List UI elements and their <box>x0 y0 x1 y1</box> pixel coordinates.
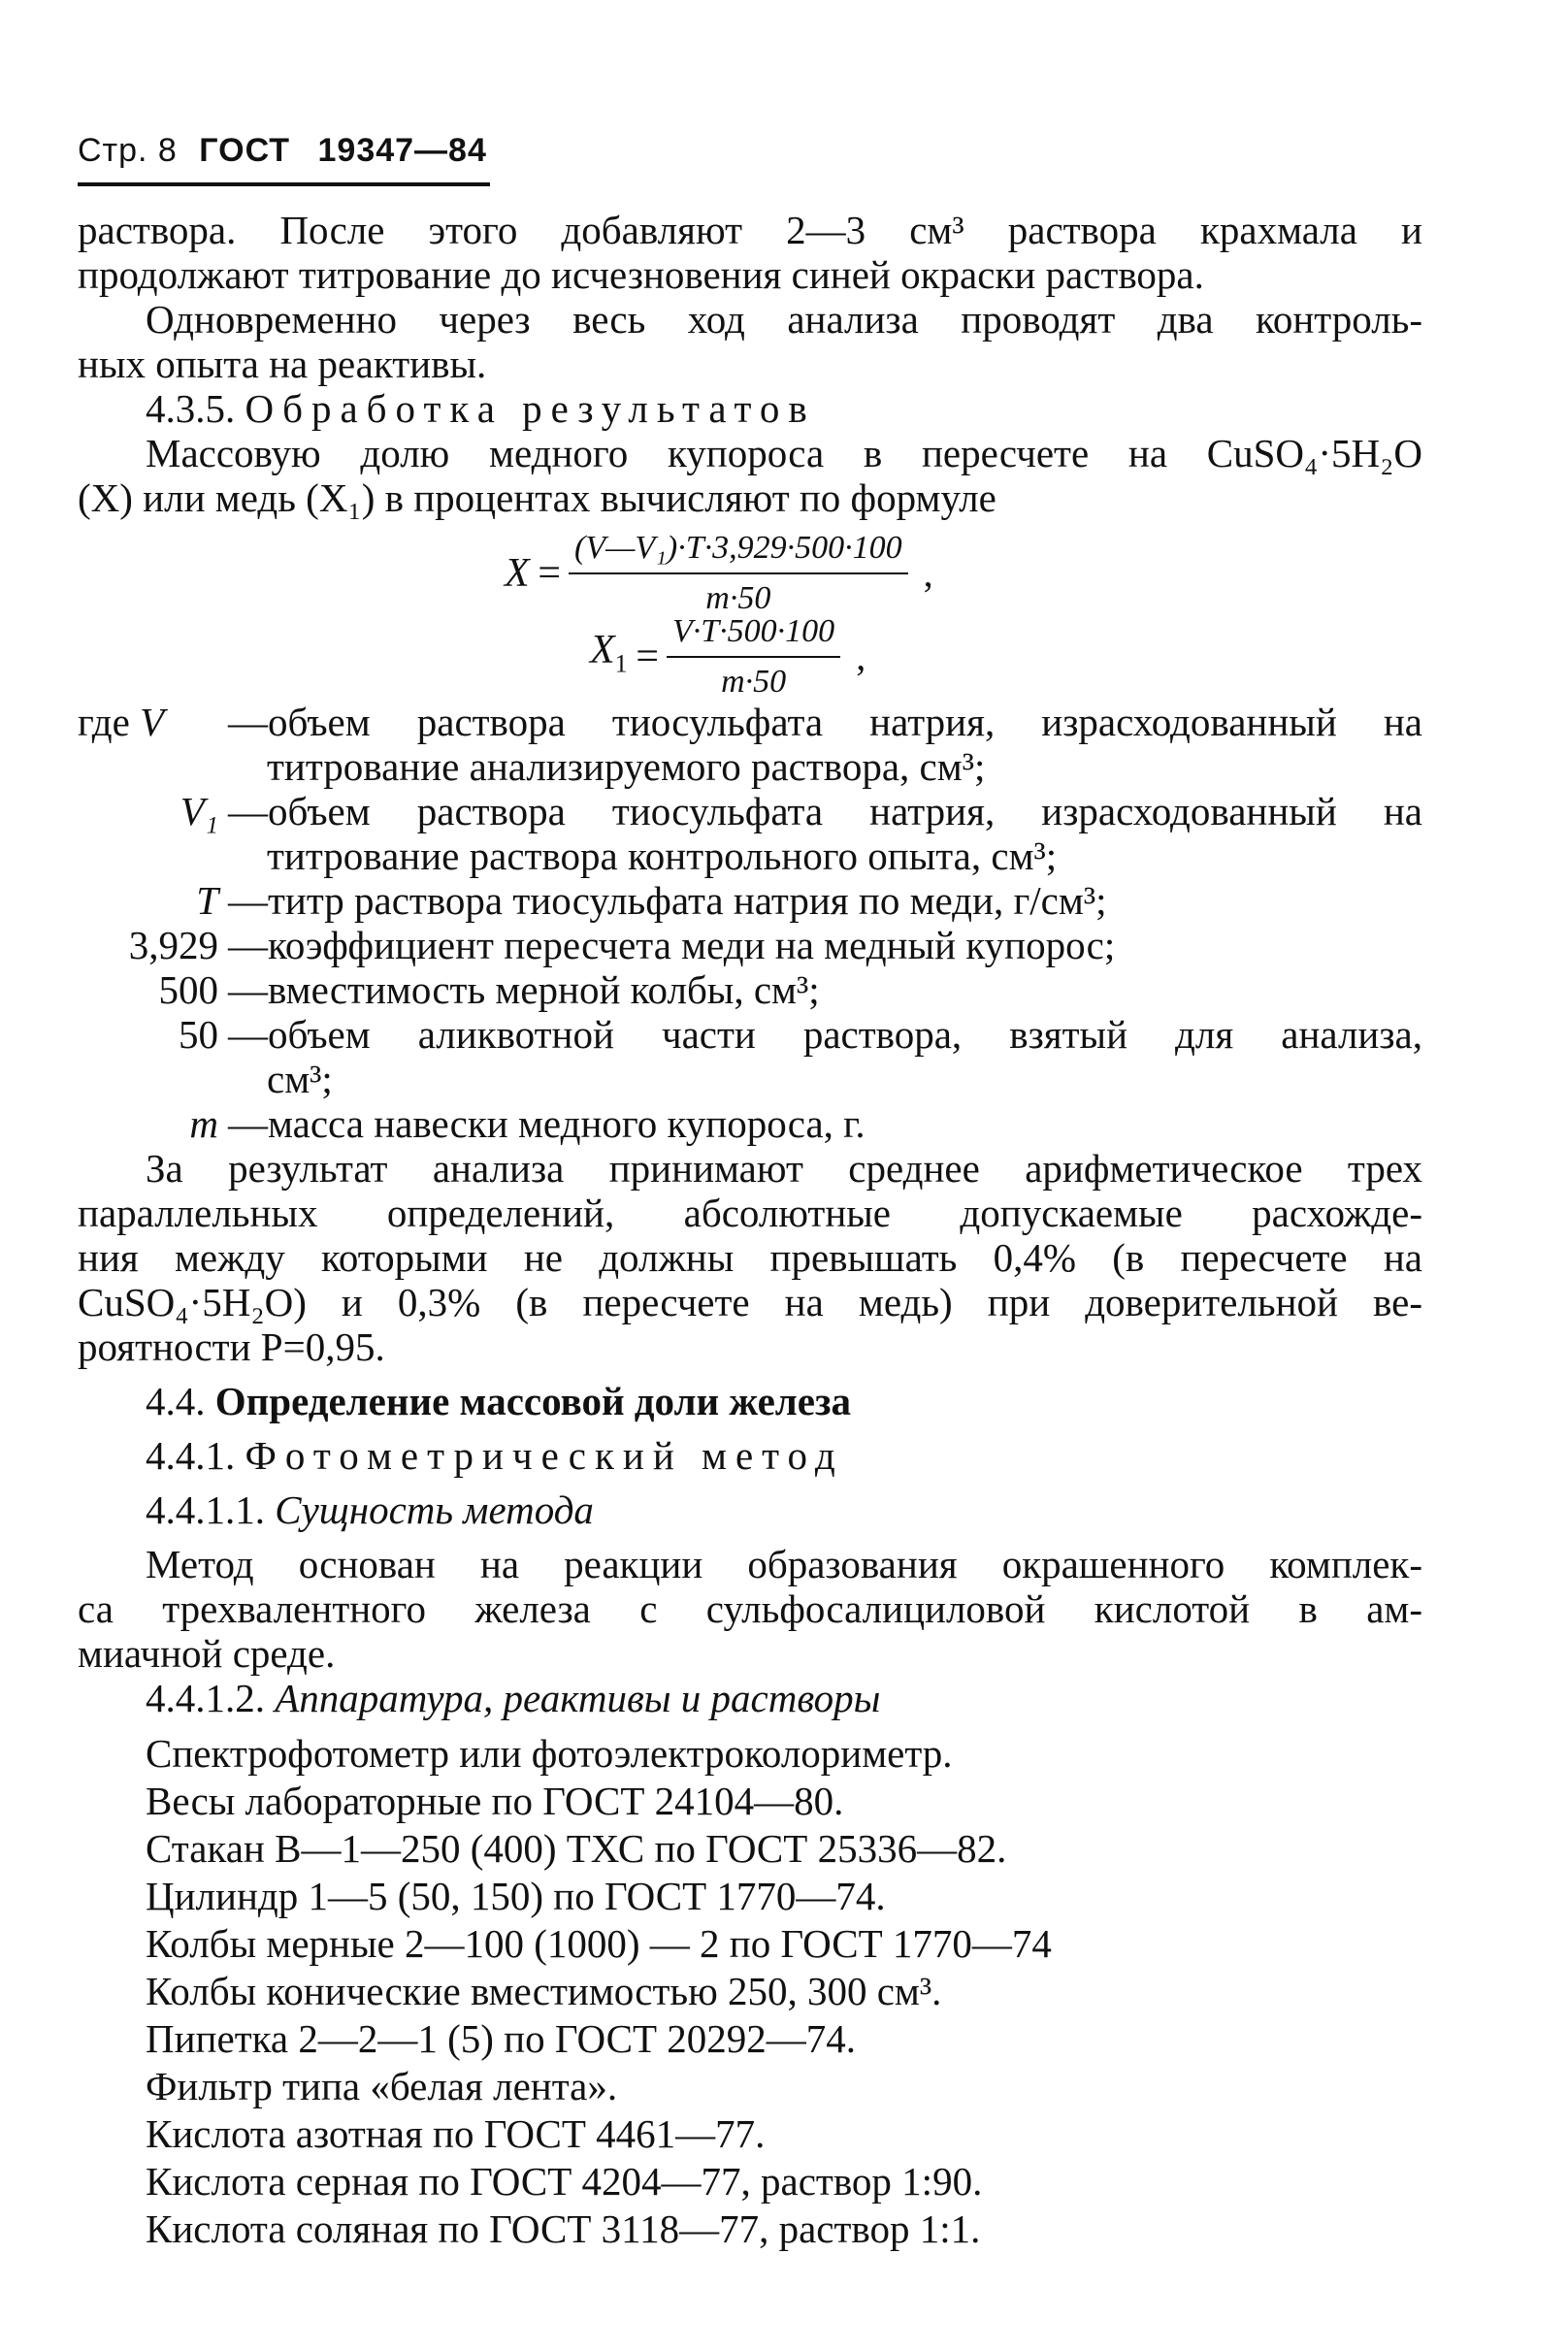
paragraph-titration-end <box>78 208 1422 297</box>
paragraph-result <box>78 1146 1422 1369</box>
text-line: —объем аликвотной части раствора, взятый для анализа, <box>228 1012 1422 1057</box>
definition-500 <box>78 967 1422 1012</box>
text-line: раствора. После этого добавляют 2—3 см³ раствора крахмала и <box>78 208 1422 252</box>
definition-50 <box>78 1012 1422 1101</box>
formula-fraction <box>667 609 840 704</box>
section-title: Обработка результатов <box>245 386 816 431</box>
text-line: ния между которыми не должны превышать 0,4% (в пересчете на <box>78 1235 1422 1280</box>
formula-x1 <box>590 609 866 704</box>
equipment-list <box>78 1730 1422 2253</box>
text-line: —объем раствора тиосульфата натрия, израсходованный на <box>228 789 1422 833</box>
formula-punctuation: , <box>856 635 866 678</box>
definition-text: —коэффициент пересчета меди на медный купорос; <box>228 923 1116 967</box>
formula-lhs-subscript: 1 <box>614 649 628 678</box>
text-line: миачной среде. <box>78 1631 336 1676</box>
formula-denominator: m·50 <box>705 580 771 616</box>
text-line: Метод основан на реакции образования окрашенного комплек- <box>146 1542 1422 1586</box>
where-word: где <box>78 700 130 744</box>
section-heading-4-4-1-2 <box>78 1676 1422 1720</box>
formula-punctuation: , <box>923 551 933 595</box>
text-line: Одновременно через весь ход анализа проводят два контроль- <box>146 297 1422 342</box>
text-line: титрование анализируемого раствора, см³; <box>267 744 986 789</box>
section-heading-4-4-1-1 <box>78 1487 1422 1532</box>
definition-text <box>228 789 1422 878</box>
section-title: Фотометрический метод <box>245 1433 844 1478</box>
formula-equals: = <box>633 635 661 679</box>
text-line: титрование раствора контрольного опыта, см³; <box>267 833 1058 878</box>
text-line: Массовую долю медного купороса в пересчете на CuSO₄·5H₂O <box>146 431 1422 475</box>
list-item: Колбы мерные 2—100 (1000) — 2 по ГОСТ 1770—74 <box>146 1921 1052 1966</box>
text-line: CuSO₄·5H₂O) и 0,3% (в пересчете на медь) при доверительной ве- <box>78 1280 1422 1324</box>
text-line: За результат анализа принимают среднее арифметическое трех <box>146 1146 1422 1191</box>
text-line: продолжают титрование до исчезновения синей окраски раствора. <box>78 252 1204 297</box>
list-item: Пипетка 2—2—1 (5) по ГОСТ 20292—74. <box>146 2016 857 2061</box>
formula-numerator: (V—V₁)·T·3,929·500·100 <box>569 526 908 574</box>
list-item: Кислота азотная по ГОСТ 4461—77. <box>146 2111 766 2156</box>
list-item: Стакан В—1—250 (400) ТХС по ГОСТ 25336—82. <box>146 1826 1007 1871</box>
definition-symbol: 3,929 <box>128 923 218 967</box>
standard-number: 19347—84 <box>317 132 487 169</box>
symbol-v: V <box>140 700 165 744</box>
section-title: Определение массовой доли железа <box>214 1379 851 1423</box>
definition-symbol: 50 <box>179 1012 218 1057</box>
section-title: Аппаратура, реактивы и растворы <box>275 1676 881 1720</box>
definition-symbol: V₁ <box>180 789 218 833</box>
text-line: (X) или медь (X₁) в процентах вычисляют по формуле <box>78 475 996 520</box>
list-item: Весы лабораторные по ГОСТ 24104—80. <box>146 1779 844 1823</box>
section-title: Сущность метода <box>275 1487 594 1532</box>
header-rule <box>78 182 490 186</box>
definition-text <box>228 1012 1422 1101</box>
list-item: Кислота соляная по ГОСТ 3118—77, раствор 1:1. <box>146 2206 981 2251</box>
definition-symbol: 500 <box>158 967 218 1012</box>
formula-block <box>78 526 1422 700</box>
page-header <box>78 132 487 170</box>
formula-lhs <box>590 628 628 686</box>
text-line: см³; <box>267 1057 333 1101</box>
section-heading-4-4-1 <box>78 1433 1422 1478</box>
formula-numerator: V·T·500·100 <box>667 609 840 658</box>
formula-equals: = <box>535 551 563 596</box>
text-line: —объем раствора тиосульфата натрия, израсходованный на <box>228 700 1422 744</box>
list-item: Фильтр типа «белая лента». <box>146 2064 618 2108</box>
text-line: са трехвалентного железа с сульфосалициловой кислотой в ам- <box>78 1586 1422 1631</box>
section-heading-4-4 <box>78 1379 1422 1423</box>
formula-denominator: m·50 <box>721 664 787 700</box>
section-heading-4-3-5 <box>78 386 1422 431</box>
section-number: 4.3.5. <box>146 386 236 431</box>
paragraph-method <box>78 1542 1422 1676</box>
definition-v1 <box>78 789 1422 878</box>
section-number: 4.4.1.2. <box>146 1676 265 1720</box>
formula-fraction <box>569 526 908 621</box>
page-number: Стр. 8 <box>78 132 178 169</box>
section-number: 4.4. <box>146 1379 206 1423</box>
variable-definitions <box>78 700 1422 1146</box>
section-number: 4.4.1.1. <box>146 1487 265 1532</box>
definition-m <box>78 1101 1422 1146</box>
definition-t <box>78 878 1422 923</box>
list-item: Колбы конические вместимостью 250, 300 см³. <box>146 1969 942 2013</box>
definition-3929 <box>78 923 1422 967</box>
definition-v <box>78 700 1422 789</box>
definition-text: —вместимость мерной колбы, см³; <box>228 967 820 1012</box>
text-line: ных опыта на реактивы. <box>78 342 487 386</box>
paragraph-mass-fraction <box>78 431 1422 520</box>
formula-lhs: X <box>505 551 530 596</box>
definition-text <box>228 700 1422 789</box>
list-item: Спектрофотометр или фотоэлектроколориметр. <box>146 1731 953 1776</box>
text-line: параллельных определений, абсолютные допускаемые расхожде- <box>78 1191 1422 1235</box>
list-item: Кислота серная по ГОСТ 4204—77, раствор 1:90. <box>146 2159 983 2204</box>
section-number: 4.4.1. <box>146 1433 236 1478</box>
definition-text: —титр раствора тиосульфата натрия по меди, г/см³; <box>228 878 1107 923</box>
formula-x <box>505 526 933 621</box>
definition-symbol: T <box>196 878 218 923</box>
definition-text: —масса навески медного купороса, г. <box>228 1101 866 1146</box>
document-body <box>78 208 1422 2253</box>
paragraph-control-experiments <box>78 297 1422 386</box>
list-item: Цилиндр 1—5 (50, 150) по ГОСТ 1770—74. <box>146 1874 886 1918</box>
formula-lhs-symbol: X <box>590 627 615 672</box>
text-line: роятности P=0,95. <box>78 1324 385 1369</box>
definition-symbol: m <box>189 1101 218 1146</box>
standard-label: ГОСТ <box>199 132 291 169</box>
definition-symbol <box>78 700 228 789</box>
